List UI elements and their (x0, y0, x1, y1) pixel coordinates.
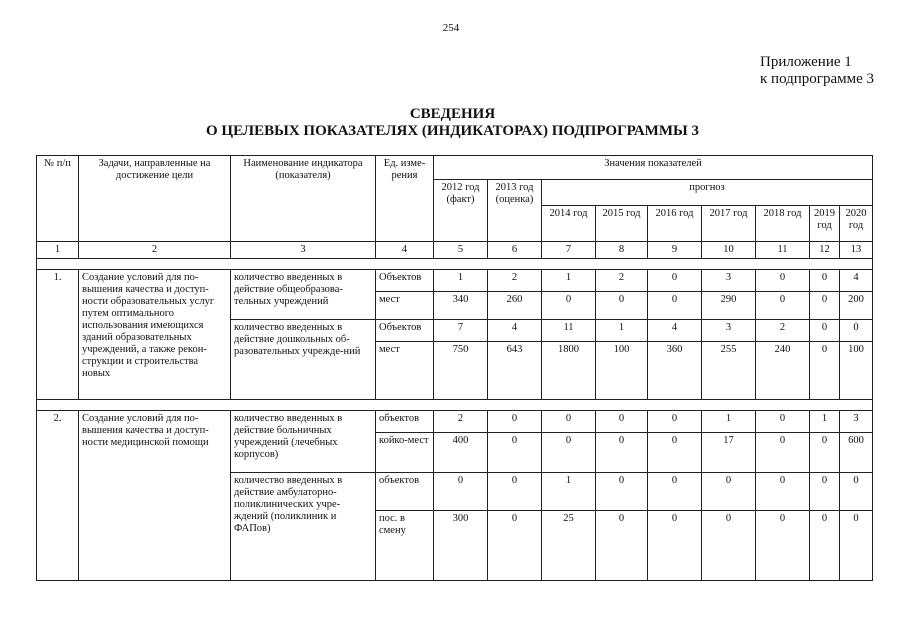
value-cell: 2 (596, 270, 648, 292)
header-2015: 2015 год (596, 206, 648, 242)
header-2012: 2012 год (факт) (434, 180, 488, 242)
value-cell: 0 (648, 511, 702, 581)
value-cell: 1 (542, 270, 596, 292)
value-cell: 17 (702, 433, 756, 473)
indicators-table (36, 155, 873, 581)
header-2013: 2013 год (оценка) (488, 180, 542, 242)
unit-cell: объектов (376, 473, 434, 511)
value-cell: 643 (488, 342, 542, 400)
value-cell: 25 (542, 511, 596, 581)
value-cell: 2 (488, 270, 542, 292)
value-cell: 0 (756, 411, 810, 433)
value-cell: 255 (702, 342, 756, 400)
header-2017: 2017 год (702, 206, 756, 242)
value-cell: 400 (434, 433, 488, 473)
value-cell: 200 (840, 292, 873, 320)
value-cell: 0 (542, 433, 596, 473)
value-cell: 0 (756, 473, 810, 511)
value-cell: 0 (810, 270, 840, 292)
value-cell: 0 (542, 411, 596, 433)
value-cell: 240 (756, 342, 810, 400)
value-cell: 0 (840, 473, 873, 511)
value-cell: 0 (810, 473, 840, 511)
value-cell: 0 (702, 511, 756, 581)
value-cell: 0 (756, 511, 810, 581)
value-cell: 0 (648, 270, 702, 292)
value-cell: 0 (756, 433, 810, 473)
header-2019: 2019 год (810, 206, 840, 242)
table-row (37, 411, 873, 433)
row-gap (37, 259, 873, 270)
value-cell: 0 (840, 511, 873, 581)
section-task: Создание условий для по-вышения качества и доступ-ности образовательных услуг путем оптимального использования имеющихся зданий образовательных учреждений, а также рекон-струкции и строительства новых (79, 270, 231, 400)
header-2020: 2020 год (840, 206, 873, 242)
value-cell: 4 (648, 320, 702, 342)
value-cell: 0 (756, 270, 810, 292)
header-2016: 2016 год (648, 206, 702, 242)
value-cell: 1 (542, 473, 596, 511)
value-cell: 0 (810, 511, 840, 581)
col-number: 1 (37, 242, 79, 259)
value-cell: 4 (488, 320, 542, 342)
header-2014: 2014 год (542, 206, 596, 242)
header-indicator: Наименование индикатора (показателя) (231, 156, 376, 242)
col-number: 7 (542, 242, 596, 259)
document-subtitle: О ЦЕЛЕВЫХ ПОКАЗАТЕЛЯХ (ИНДИКАТОРАХ) ПОДПРОГРАММЫ 3 (206, 123, 699, 139)
header-num: № п/п (37, 156, 79, 242)
value-cell: 2 (434, 411, 488, 433)
header-values: Значения показателей (434, 156, 873, 180)
value-cell: 0 (542, 292, 596, 320)
unit-cell: мест (376, 292, 434, 320)
value-cell: 0 (596, 433, 648, 473)
value-cell: 3 (702, 270, 756, 292)
col-number: 13 (840, 242, 873, 259)
unit-cell: Объектов (376, 270, 434, 292)
row-gap (37, 400, 873, 411)
value-cell: 0 (488, 433, 542, 473)
section-task: Создание условий для по-вышения качества и доступ-ности медицинской помощи (79, 411, 231, 581)
value-cell: 1 (434, 270, 488, 292)
unit-cell: мест (376, 342, 434, 400)
value-cell: 1 (596, 320, 648, 342)
page-number: 254 (442, 22, 460, 34)
appendix-note (760, 54, 874, 88)
value-cell: 300 (434, 511, 488, 581)
col-number: 9 (648, 242, 702, 259)
value-cell: 260 (488, 292, 542, 320)
value-cell: 0 (648, 292, 702, 320)
value-cell: 0 (648, 411, 702, 433)
value-cell: 7 (434, 320, 488, 342)
header-unit: Ед. изме-рения (376, 156, 434, 242)
value-cell: 0 (756, 292, 810, 320)
col-number: 10 (702, 242, 756, 259)
value-cell: 3 (702, 320, 756, 342)
col-number: 11 (756, 242, 810, 259)
section-num: 2. (37, 411, 79, 581)
value-cell: 0 (702, 473, 756, 511)
value-cell: 3 (840, 411, 873, 433)
value-cell: 0 (596, 511, 648, 581)
appendix-line-1: Приложение 1 (760, 54, 852, 70)
value-cell: 4 (840, 270, 873, 292)
value-cell: 100 (596, 342, 648, 400)
appendix-line-2: к подпрограмме 3 (760, 71, 874, 87)
value-cell: 0 (488, 411, 542, 433)
document-title: СВЕДЕНИЯ (409, 106, 496, 122)
section-num: 1. (37, 270, 79, 400)
indicator-name: количество введенных в действие дошкольных об-разовательных учрежде-ний (231, 320, 376, 400)
value-cell: 0 (648, 433, 702, 473)
value-cell: 290 (702, 292, 756, 320)
value-cell: 0 (810, 292, 840, 320)
value-cell: 0 (648, 473, 702, 511)
header-task: Задачи, направленные на достижение цели (79, 156, 231, 242)
value-cell: 0 (810, 320, 840, 342)
value-cell: 0 (840, 320, 873, 342)
value-cell: 360 (648, 342, 702, 400)
value-cell: 0 (488, 511, 542, 581)
col-number: 4 (376, 242, 434, 259)
unit-cell: пос. в смену (376, 511, 434, 581)
value-cell: 1 (702, 411, 756, 433)
col-number: 3 (231, 242, 376, 259)
value-cell: 0 (596, 292, 648, 320)
column-numbers-row (37, 242, 873, 259)
value-cell: 0 (488, 473, 542, 511)
value-cell: 0 (810, 342, 840, 400)
unit-cell: объектов (376, 411, 434, 433)
value-cell: 2 (756, 320, 810, 342)
value-cell: 0 (434, 473, 488, 511)
col-number: 2 (79, 242, 231, 259)
value-cell: 750 (434, 342, 488, 400)
table-row (37, 270, 873, 292)
col-number: 5 (434, 242, 488, 259)
header-forecast: прогноз (542, 180, 873, 206)
value-cell: 0 (596, 473, 648, 511)
header-2018: 2018 год (756, 206, 810, 242)
value-cell: 1 (810, 411, 840, 433)
value-cell: 11 (542, 320, 596, 342)
unit-cell: койко-мест (376, 433, 434, 473)
value-cell: 600 (840, 433, 873, 473)
indicator-name: количество введенных в действие амбулаторно-поликлинических учре-ждений (поликлиник и ФАПов) (231, 473, 376, 581)
indicator-name: количество введенных в действие больничных учреждений (лечебных корпусов) (231, 411, 376, 473)
value-cell: 0 (596, 411, 648, 433)
unit-cell: Объектов (376, 320, 434, 342)
value-cell: 1800 (542, 342, 596, 400)
value-cell: 100 (840, 342, 873, 400)
indicator-name: количество введенных в действие общеобразова-тельных учреждений (231, 270, 376, 320)
col-number: 6 (488, 242, 542, 259)
col-number: 8 (596, 242, 648, 259)
value-cell: 340 (434, 292, 488, 320)
col-number: 12 (810, 242, 840, 259)
value-cell: 0 (810, 433, 840, 473)
